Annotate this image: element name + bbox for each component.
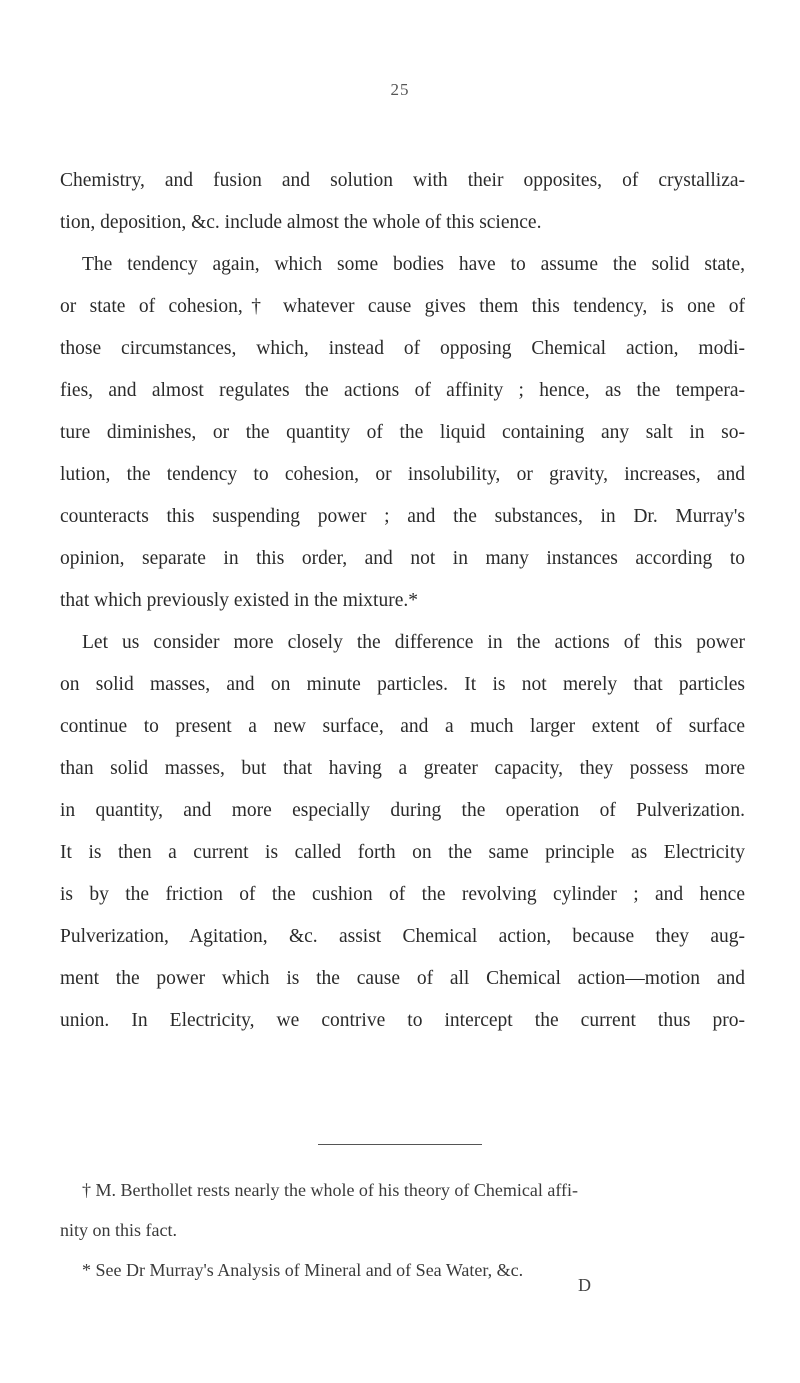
body-line: tion, deposition, &c. include almost the whole of this science. [60, 212, 542, 233]
body-line: Pulverization, Agitation, &c. assist Chemical action, because they aug- [60, 926, 745, 947]
body-line: or state of cohesion,† whatever cause gives them this tendency, is one of [60, 296, 745, 317]
body-line: lution, the tendency to cohesion, or insolubility, or gravity, increases, and [60, 464, 745, 485]
footnote-divider [318, 1144, 482, 1145]
signature-mark: D [578, 1275, 591, 1295]
body-text [60, 160, 745, 1042]
body-line: ment the power which is the cause of all Chemical action—motion and [60, 968, 745, 989]
body-line: counteracts this suspending power ; and the substances, in Dr. Murray's [60, 506, 745, 527]
body-line: Chemistry, and fusion and solution with their opposites, of crystalliza- [60, 170, 745, 191]
body-line: ture diminishes, or the quantity of the liquid containing any salt in so- [60, 422, 745, 443]
body-line: It is then a current is called forth on the same principle as Electricity [60, 842, 745, 863]
body-line: opinion, separate in this order, and not in many instances according to [60, 548, 745, 569]
body-line: those circumstances, which, instead of opposing Chemical action, modi- [60, 338, 745, 359]
page-number: 25 [390, 80, 410, 99]
footnote-line: † M. Berthollet rests nearly the whole of his theory of Chemical affi- [82, 1180, 579, 1200]
footnote-line: nity on this fact. [60, 1220, 177, 1240]
body-line: fies, and almost regulates the actions of affinity ; hence, as the tempera- [60, 380, 745, 401]
body-line: The tendency again, which some bodies have to assume the solid state, [82, 254, 745, 275]
body-line: continue to present a new surface, and a much larger extent of surface [60, 716, 745, 737]
body-line: union. In Electricity, we contrive to intercept the current thus pro- [60, 1010, 745, 1031]
body-line: in quantity, and more especially during the operation of Pulverization. [60, 800, 745, 821]
footnotes [60, 1170, 745, 1290]
body-line: that which previously existed in the mixture.* [60, 590, 418, 611]
body-line: Let us consider more closely the difference in the actions of this power [82, 632, 745, 653]
body-line: on solid masses, and on minute particles. It is not merely that particles [60, 674, 745, 695]
body-line: is by the friction of the cushion of the revolving cylinder ; and hence [60, 884, 745, 905]
footnote-line: * See Dr Murray's Analysis of Mineral and of Sea Water, &c. [82, 1260, 524, 1280]
body-line: than solid masses, but that having a greater capacity, they possess more [60, 758, 745, 779]
